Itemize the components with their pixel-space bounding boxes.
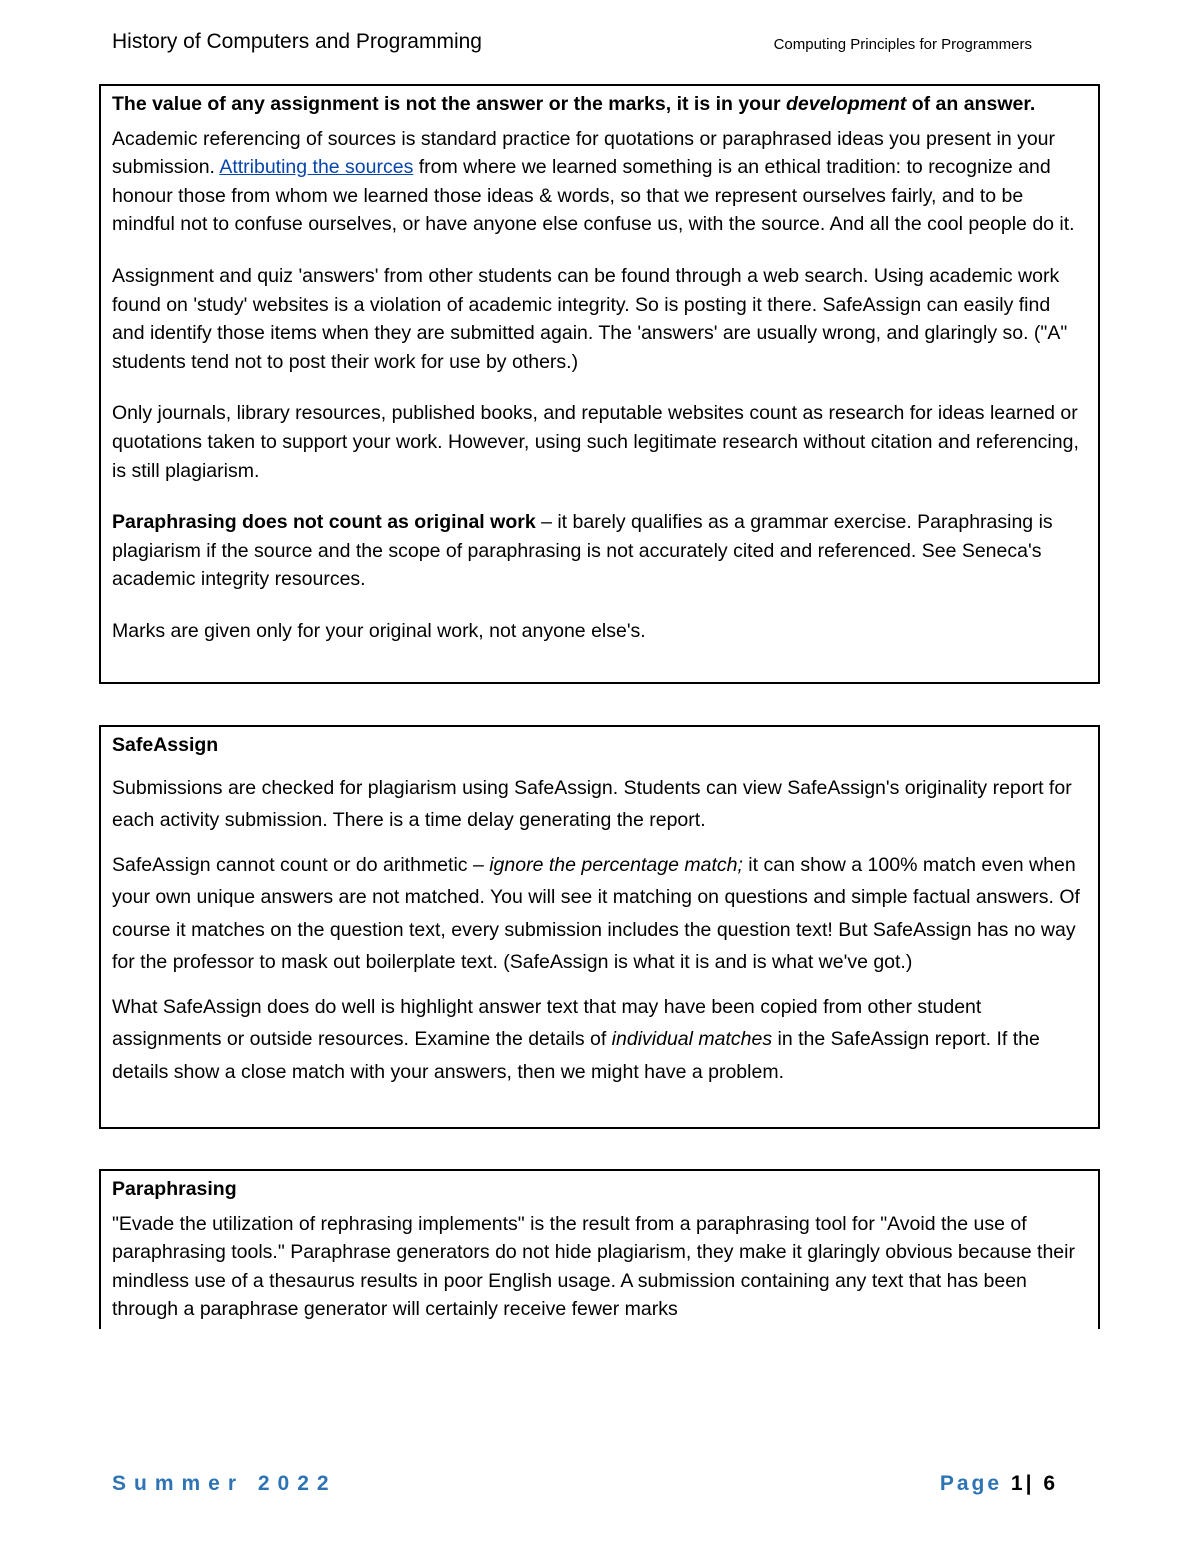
safeassign-p3-emphasis: individual matches	[611, 1028, 773, 1050]
page-separator: |	[1025, 1472, 1035, 1495]
page-header	[112, 30, 1032, 62]
page-total: 6	[1043, 1472, 1058, 1495]
paraphrasing-box	[99, 1169, 1100, 1329]
safeassign-p2-after: it can show a 100% match even when your own unique answers are not matched. You will see it matching on questions and simple factual answers. Of course it matches on the question text, every submission includes the question text! But SafeAssign has no way for the professor to mask out boilerplate text. (SafeAssign is what it is and is what we've got.)	[112, 853, 1080, 973]
study-websites-paragraph: Assignment and quiz 'answers' from other students can be found through a web search. Using academic work found on 'study' websites is a violation of academic integrity. So is posting it there. SafeAssign can easily find and identify those items when they are submitted again. The 'answers' are usually wrong, and glaringly so. ("A" students tend not to post their work for use by others.)	[112, 264, 1068, 373]
safeassign-paragraph-1: Submissions are checked for plagiarism using SafeAssign. Students can view SafeAssign's originality report for each activity submission. There is a time delay generating the report.	[112, 776, 1072, 831]
paraphrasing-heading	[112, 1175, 1086, 1204]
course-title: Computing Principles for Programmers	[773, 36, 1032, 53]
lead-part-2: of an answer.	[906, 93, 1036, 115]
attributing-sources-link[interactable]: Attributing the sources	[219, 156, 414, 179]
page-number	[940, 1472, 1058, 1496]
page-footer	[112, 1472, 1058, 1506]
referencing-text-after: from where we learned something is an ethical tradition: to recognize and honour those from whom we learned those ideas & words, so that we represent ourselves fairly, and to be mindful not to confuse ourselves, or have anyone else confuse us, with the source. And all the cool people do it.	[112, 156, 1075, 236]
referencing-paragraph	[112, 125, 1086, 239]
safeassign-heading	[112, 729, 1086, 762]
safeassign-box	[99, 725, 1100, 1129]
term-label: Summer 2022	[112, 1472, 337, 1495]
lead-statement	[112, 90, 1086, 119]
paraphrasing-bold: Paraphrasing does not count as original work	[112, 511, 536, 534]
paraphrasing-heading-text: Paraphrasing	[112, 1178, 237, 1200]
safeassign-p2-emphasis: ignore the percentage match;	[489, 853, 743, 876]
paraphrasing-box-paragraph: "Evade the utilization of rephrasing implements" is the result from a paraphrasing tool for "Avoid the use of paraphrasing tools." Paraphrase generators do not hide plagiarism, they make it glaringly obvious because their mindless use of a thesaurus results in poor English usage. A submission containing any text that has been through a paraphrase generator will certainly receive fewer marks	[112, 1212, 1075, 1321]
marks-paragraph: Marks are given only for your original work, not anyone else's.	[112, 619, 646, 642]
research-paragraph: Only journals, library resources, published books, and reputable websites count as research for ideas learned or quotations taken to support your work. However, using such legitimate research without citation and referencing, is still plagiarism.	[112, 402, 1079, 482]
lead-part-1: The value of any assignment is not the answer or the marks, it is in your	[112, 93, 787, 115]
page-label: Page	[939, 1472, 1003, 1495]
page-current: 1	[1010, 1472, 1026, 1495]
document-title: History of Computers and Programming	[112, 30, 482, 53]
safeassign-paragraph-2	[112, 849, 1086, 979]
safeassign-p3-after: in the SafeAssign report. If the details show a close match with your answers, then we might have a problem.	[112, 1028, 1040, 1083]
safeassign-p3-before: What SafeAssign does do well is highlight answer text that may have been copied from other student assignments or outside resources. Examine the details of	[112, 995, 982, 1050]
lead-emphasis: development	[786, 93, 907, 115]
paraphrasing-paragraph	[112, 508, 1086, 594]
paraphrasing-rest: – it barely qualifies as a grammar exercise. Paraphrasing is plagiarism if the source and the scope of paraphrasing is not accurately cited and referenced. See Seneca's academic integrity resources.	[112, 511, 1053, 591]
academic-integrity-box	[99, 84, 1100, 684]
safeassign-p2-before: SafeAssign cannot count or do arithmetic –	[112, 853, 490, 876]
referencing-text-before: Academic referencing of sources is standard practice for quotations or paraphrased ideas you present in your submission.	[112, 127, 1056, 179]
safeassign-heading-text: SafeAssign	[112, 734, 219, 756]
safeassign-paragraph-3	[112, 991, 1086, 1089]
